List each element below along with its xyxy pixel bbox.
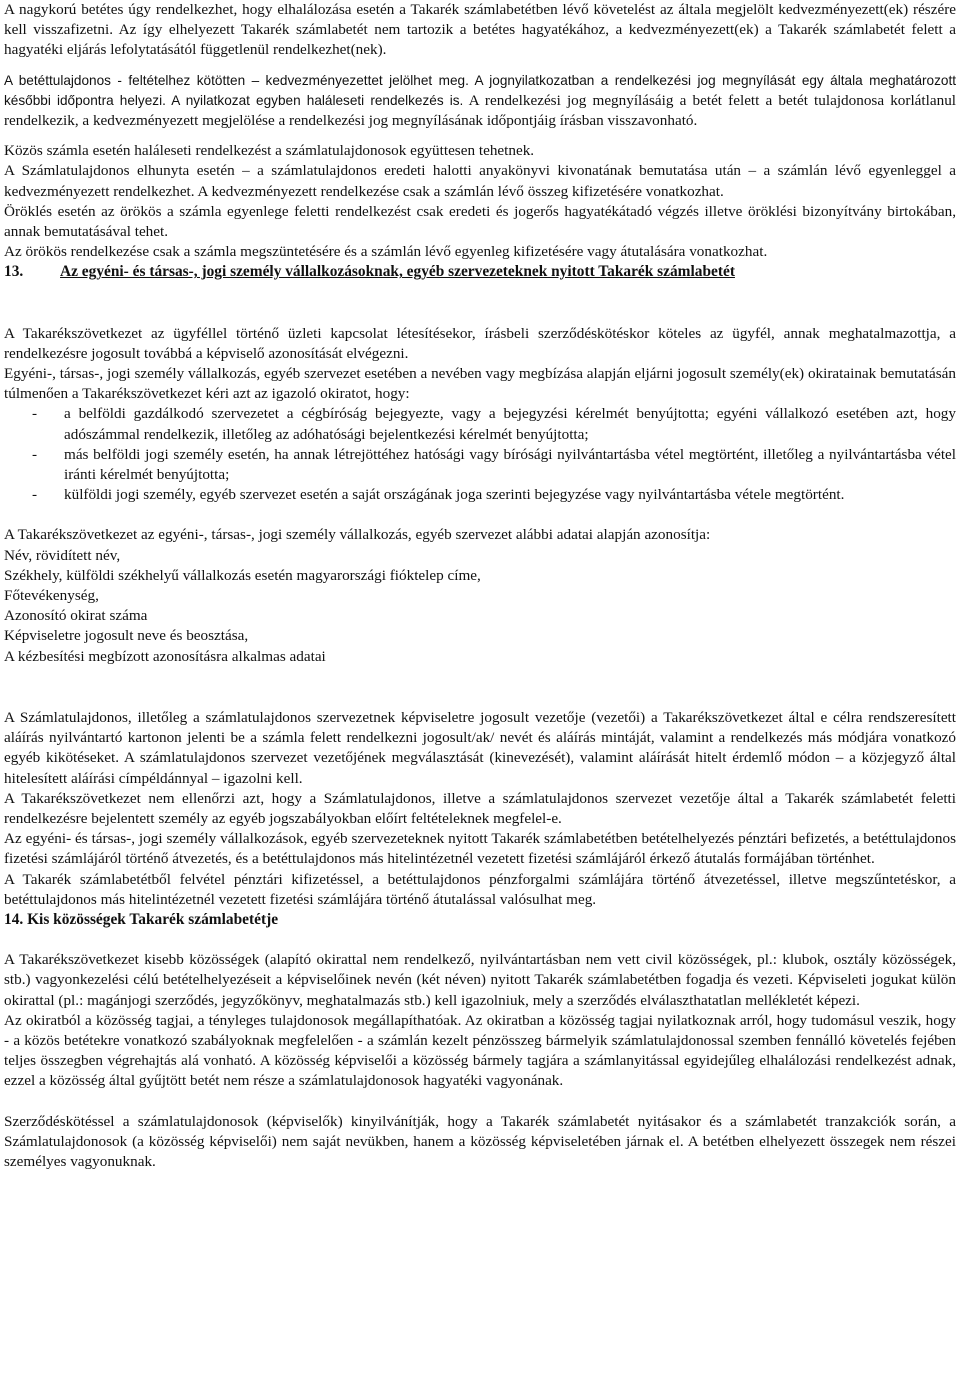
intro-paragraph-joint-account: Közös számla esetén haláleseti rendelkezést a számlatulajdonosok együttesen tehetnek. bbox=[4, 142, 535, 160]
section-13-heading bbox=[4, 262, 956, 282]
list-item-text: külföldi jogi személy, egyéb szervezet esetén a saját országának joga szerinti bejegyzése vagy nyilvántartásba vétele megtörtént. bbox=[64, 486, 845, 504]
bullet-dash: - bbox=[32, 445, 38, 463]
section-13-identification-list bbox=[4, 546, 956, 667]
intro-paragraph-conditional-lead: A betéttulajdonos - feltételhez kötötten – kedvezményezettet jelölhet meg. A jognyilatkozatban a rendelkezési jog megnyílását egy általa meghatározott későbbi időpontra helyezi. A nyilatkozat egyben haláleseti rendelkezés is. bbox=[4, 72, 956, 108]
list-item-text: a belföldi gazdálkodó szervezetet a cégbíróság bejegyezte, vagy a bejegyzési kérelmét benyújtotta; egyéni vállalkozó esetében azt, hogy adószámmal rendelkezik, illetőleg az adóhatósági bejelentkezési kérelmét benyújtotta; bbox=[64, 405, 956, 443]
intro-paragraph-beneficiary: A nagykorú betétes úgy rendelkezhet, hogy elhalálozása esetén a Takarék számlabetétben lévő követelést az általa megjelölt kedvezményezett(ek) részére kell visszafizetni. Az így elhelyezett Takarék számlabetét nem tartozik a betétes hagyatékához, a kedvezményezett(ek) a Takarék számlabetét felett a hagyatéki eljárás lefolytatásától függetlenül rendelkezhet(nek). bbox=[4, 1, 956, 59]
identification-item: A kézbesítési megbízott azonosításra alkalmas adatai bbox=[4, 647, 326, 665]
list-item bbox=[4, 404, 956, 444]
intro-paragraph-inheritance: Öröklés esetén az örökös a számla egyenlege feletti rendelkezést csak eredeti és jogerős hagyatékátadó végzés illetve öröklési bizonyítvány birtokában, annak bemutatásával tehet. bbox=[4, 202, 956, 241]
section-13-paragraph-deposits: Az egyéni- és társas-, jogi személy vállalkozások, egyéb szervezeteknek nyitott Takarék számlabetétben betételhelyezés pénztári befizetés, a betéttulajdonos fizetési számlájáról történő átvezetés, és a betéttulajdonos más hitelintézetnél vezetett fizetési számlájáról érkező átutalás formájában történhet. bbox=[4, 830, 956, 868]
bullet-dash: - bbox=[32, 405, 38, 423]
list-item bbox=[4, 485, 956, 505]
identification-item: Főtevékenység, bbox=[4, 587, 99, 605]
section-13-paragraph-withdrawals: A Takarék számlabetétből felvétel pénztári kifizetéssel, a betéttulajdonos pénzforgalmi számlájára történő átvezetéssel, illetve megszűntetéskor, a betéttulajdonos más hitelintézetnél vezetett fizetési számlájára történő átutalással valósulhat meg. bbox=[4, 870, 956, 908]
identification-item: Név, rövidített név, bbox=[4, 546, 121, 564]
intro-paragraph-conditional bbox=[4, 71, 956, 132]
identification-item: Képviseletre jogosult neve és beosztása, bbox=[4, 627, 249, 645]
section-14-paragraph-members: Az okiratból a közösség tagjai, a tényleges tulajdonosok megállapíthatóak. Az okiratban a közösség tagjai nyilatkoznak arról, hogy tudomásul veszik, hogy - a közös betétekre vonatkozó szabályoknak megfelelően - a számlán kezelt pénzösszeg bármelyik számlatulajdonossal szemben fennálló követelés fejében teljes összegben végrehajtás alá vonható. A közösség képviselői a közösség bármely tagjára a számlanyitással egyidejűleg elhalálozási rendelkezést adnak, ezzel a közösség által gyűjtött betét nem része a számlatulajdonosok hagyatéki vagyonának. bbox=[4, 1011, 956, 1090]
section-14-paragraph-contract: Szerződéskötéssel a számlatulajdonosok (képviselők) kinyilvánítják, hogy a Takarék számlabetét nyitásakor és a számlabetét tranzakciók során, a Számlatulajdonosok (a közösség képviselői) nem saját nevükben, hanem a közösség képviseletében járnak el. A betétben elhelyezett összegek nem részei személyes vagyonuknak. bbox=[4, 1112, 956, 1170]
section-13-paragraph-documents: Egyéni-, társas-, jogi személy vállalkozás, egyéb szervezet esetében a nevében vagy megbízása alapján eljárni jogosult személy(ek) okiratainak bemutatásán túlmenően a Takarékszövetkezet kéri azt az igazoló okiratot, hogy: bbox=[4, 365, 956, 403]
section-13-title: Az egyéni- és társas-, jogi személy vállalkozásoknak, egyéb szervezeteknek nyitott Takarék számlabetét bbox=[60, 263, 735, 281]
section-13-paragraph-no-verification: A Takarékszövetkezet nem ellenőrzi azt, hogy a Számlatulajdonos, illetve a számlatulajdonos szervezet vezetője által a Takarék számlabetét feletti rendelkezésre bejelentett személy az egyéb jogszabályokban előírt feltételeknek megfelel-e. bbox=[4, 789, 956, 827]
identification-item: Székhely, külföldi székhelyű vállalkozás esetén magyarországi fióktelep címe, bbox=[4, 566, 481, 584]
section-13-paragraph-identification: A Takarékszövetkezet az ügyféllel történő üzleti kapcsolat létesítésekor, írásbeli szerződéskötéskor köteles az ügyfél, annak meghatalmazottja, a rendelkezésre jogosult továbbá a képviselő azonosítását elvégezni. bbox=[4, 324, 956, 362]
section-13-paragraph-signature-card: A Számlatulajdonos, illetőleg a számlatulajdonos szervezetnek képviseletre jogosult vezetője (vezetői) a Takarékszövetkezet által e célra rendszeresített aláírás nyilvántartó kartonon jelenti be a számla felett rendelkezni jogosult/ak/ nevét és aláírás mintáját, valamint a rendelkezés más módjára vonatkozó egyéb kikötéseket. A számlatulajdonos szervezet vezetőjének megválasztását (kinevezését), valamint aláírását hitelt érdemlő módon – a közjegyző által hitelesített aláírási címpéldánnyal – igazolni kell. bbox=[4, 708, 956, 787]
section-13-number: 13. bbox=[4, 263, 24, 281]
intro-paragraph-owner-death: A Számlatulajdonos elhunyta esetén – a számlatulajdonos eredeti halotti anyakönyvi kivonatának bemutatása után – a számlán lévő egyenleggel a kedvezményezett rendelkezhet. A kedvezményezett rendelkezése csak a számlán lévő összeg kifizetésére vonatkozhat. bbox=[4, 162, 956, 200]
list-item bbox=[4, 445, 956, 485]
section-14-paragraph-small-communities: A Takarékszövetkezet kisebb közösségek (alapító okirattal nem rendelkező, nyilvántartásban nem vett civil közösségek, pl.: klubok, osztály közösségek, stb.) vagyonkezelési célú betételhelyezéseit a képviselőinek nevén (két néven) nyitott Takarék számlabetétben fogadja és vezeti. Képviseleti jogukat külön okirattal (pl.: magánjogi szerződés, jegyzőkönyv, meghatalmazás stb.) kell igazolniuk, mely a szerződés elválaszthatatlan mellékletét képezi. bbox=[4, 951, 956, 1009]
bullet-dash: - bbox=[32, 486, 38, 504]
identification-item: Azonosító okirat száma bbox=[4, 607, 148, 625]
list-item-text: más belföldi jogi személy esetén, ha annak létrejöttéhez hatósági vagy bírósági nyilvántartásba vétel megtörtént, illetőleg a nyilvántartásba vétel iránti kérelmét benyújtotta; bbox=[64, 445, 956, 484]
intro-paragraph-conditional-rest: A rendelkezési jog megnyílásáig a betét felett a betét tulajdonosa korlátlanul rendelkezik, a kedvezményezett megjelölése a rendelkezési jog megnyílásának időpontjáig írásban visszavonható. bbox=[4, 91, 957, 130]
intro-paragraph-heir-disposal: Az örökös rendelkezése csak a számla megszüntetésére és a számlán lévő egyenleg kifizetésére vagy átutalására vonatkozhat. bbox=[4, 243, 768, 261]
section-14-heading: 14. Kis közösségek Takarék számlabetétje bbox=[4, 910, 279, 928]
section-13-paragraph-data-intro: A Takarékszövetkezet az egyéni-, társas-, jogi személy vállalkozás, egyéb szervezet alábbi adatai alapján azonosítja: bbox=[4, 526, 711, 544]
section-13-bullet-list bbox=[4, 404, 956, 505]
